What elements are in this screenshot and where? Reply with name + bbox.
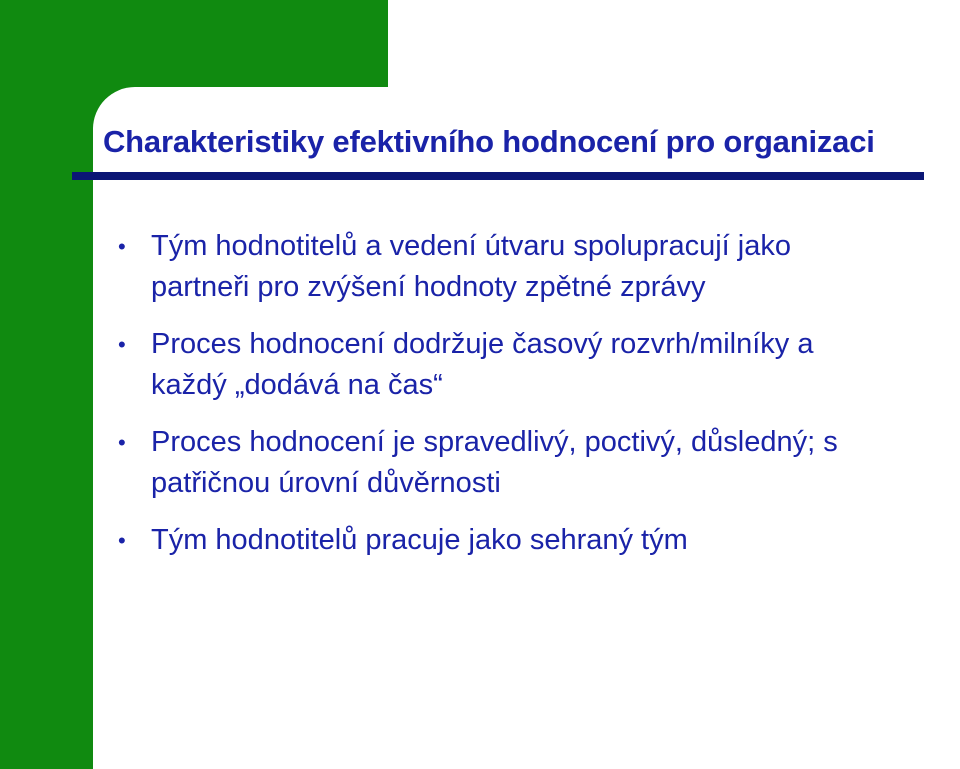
bullet-icon: • bbox=[118, 528, 126, 553]
bullet-text-line: každý „dodává na čas“ bbox=[151, 369, 443, 401]
bullet-icon: • bbox=[118, 234, 126, 259]
bullet-text-line: Proces hodnocení je spravedlivý, poctivý, důsledný; s bbox=[151, 426, 838, 458]
bullet-text-line: Tým hodnotitelů pracuje jako sehraný tým bbox=[151, 524, 688, 556]
list-item bbox=[118, 226, 960, 308]
list-item bbox=[118, 324, 960, 406]
bullet-list bbox=[118, 226, 960, 561]
list-item bbox=[118, 520, 960, 561]
bullet-icon: • bbox=[118, 332, 126, 357]
bullet-text-line: patřičnou úrovní důvěrnosti bbox=[151, 467, 501, 499]
bullet-text-line: Tým hodnotitelů a vedení útvaru spolupracují jako bbox=[151, 230, 791, 262]
list-item bbox=[118, 422, 960, 504]
title-underline bbox=[72, 172, 924, 180]
bullet-icon: • bbox=[118, 430, 126, 455]
bullet-text-line: partneři pro zvýšení hodnoty zpětné zprávy bbox=[151, 271, 706, 303]
bullet-text-line: Proces hodnocení dodržuje časový rozvrh/milníky a bbox=[151, 328, 814, 360]
slide-title: Charakteristiky efektivního hodnocení pro organizaci bbox=[103, 124, 875, 159]
